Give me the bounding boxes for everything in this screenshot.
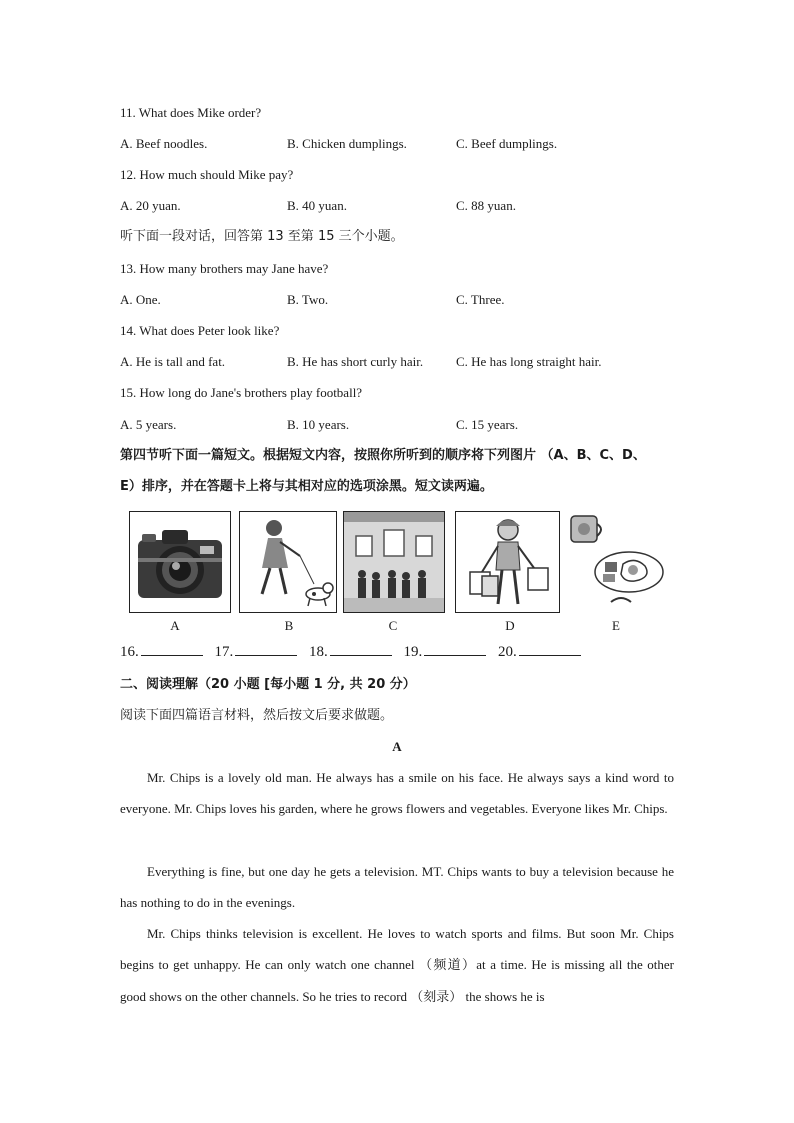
option-12-c: C. 88 yuan. — [456, 198, 516, 213]
blank-18[interactable] — [330, 641, 392, 656]
breakfast-plate-icon — [567, 512, 667, 612]
passage-paragraph-1: Mr. Chips is a lovely old man. He always has a smile on his face. He always says a kind word to everyone. Mr. Chips loves his garden, where he grows flowers and vegetables. Everyone likes Mr. Chips. — [120, 770, 674, 817]
question-11: 11. What does Mike order? — [120, 105, 262, 120]
blank-17[interactable] — [235, 641, 297, 656]
question-14: 14. What does Peter look like? — [120, 323, 280, 338]
blank-label-19: 19. — [403, 644, 423, 660]
option-13-b: B. Two. — [287, 292, 329, 307]
answer-blanks — [120, 641, 589, 661]
passage-title: A — [392, 739, 402, 754]
question-13: 13. How many brothers may Jane have? — [120, 261, 329, 276]
picture-d — [455, 511, 560, 613]
part2-instruction: 阅读下面四篇语言材料，然后按文后要求做题。 — [120, 708, 394, 723]
passage-paragraph-2: Everything is fine, but one day he gets a television. MT. Chips wants to buy a television because he has nothing to do in the evenings. — [120, 864, 674, 911]
picture-b-label: B — [284, 618, 294, 633]
picture-a — [129, 511, 231, 613]
question-15: 15. How long do Jane's brothers play football? — [120, 385, 363, 400]
option-12-b: B. 40 yuan. — [287, 198, 347, 213]
part2-title: 二、阅读理解（20 小题 [每小题 1 分, 共 20 分） — [120, 677, 416, 692]
picture-a-label: A — [170, 618, 180, 633]
option-15-c: C. 15 years. — [456, 417, 519, 432]
option-11-a: A. Beef noodles. — [120, 136, 208, 151]
section4-instruction-line1: 第四节听下面一篇短文。根据短文内容，按照你所听到的顺序将下列图片 （A、B、C、D、 — [120, 448, 646, 463]
woman-shopping-bags-icon — [456, 512, 559, 612]
blank-label-20: 20. — [498, 644, 517, 660]
picture-c — [343, 511, 445, 613]
picture-d-label: D — [505, 618, 515, 633]
blank-20[interactable] — [519, 641, 581, 656]
option-12-a: A. 20 yuan. — [120, 198, 181, 213]
option-15-a: A. 5 years. — [120, 417, 177, 432]
picture-b — [239, 511, 337, 613]
instruction-13-15: 听下面一段对话，回答第 13 至第 15 三个小题。 — [120, 229, 404, 244]
museum-gallery-icon — [344, 512, 444, 612]
option-14-a: A. He is tall and fat. — [120, 354, 226, 369]
passage-paragraph-3: Mr. Chips thinks television is excellent. He loves to watch sports and films. But soon Mr. Chips begins to get unhappy. He can only watch one channel （频道）at a time. He is missing all the other good shows on the other channels. So he tries to record （刻录） the shows he is — [120, 926, 674, 1004]
option-11-b: B. Chicken dumplings. — [287, 136, 407, 151]
option-15-b: B. 10 years. — [287, 417, 350, 432]
blank-label-18: 18. — [309, 644, 328, 660]
option-14-c: C. He has long straight hair. — [456, 354, 602, 369]
girl-walking-dog-icon — [240, 512, 336, 612]
question-12: 12. How much should Mike pay? — [120, 167, 294, 182]
option-13-a: A. One. — [120, 292, 161, 307]
blank-label-17: 17. — [214, 644, 234, 660]
blank-label-16: 16. — [120, 644, 139, 660]
option-13-c: C. Three. — [456, 292, 505, 307]
option-11-c: C. Beef dumplings. — [456, 136, 558, 151]
section4-instruction-line2: E）排序，并在答题卡上将与其相对应的选项涂黑。短文读两遍。 — [120, 479, 493, 494]
blank-16[interactable] — [141, 641, 203, 656]
picture-e-label: E — [612, 618, 620, 633]
option-14-b: B. He has short curly hair. — [287, 354, 424, 369]
blank-19[interactable] — [424, 641, 486, 656]
camera-icon — [130, 512, 230, 612]
picture-c-label: C — [388, 618, 398, 633]
picture-e — [566, 511, 668, 613]
